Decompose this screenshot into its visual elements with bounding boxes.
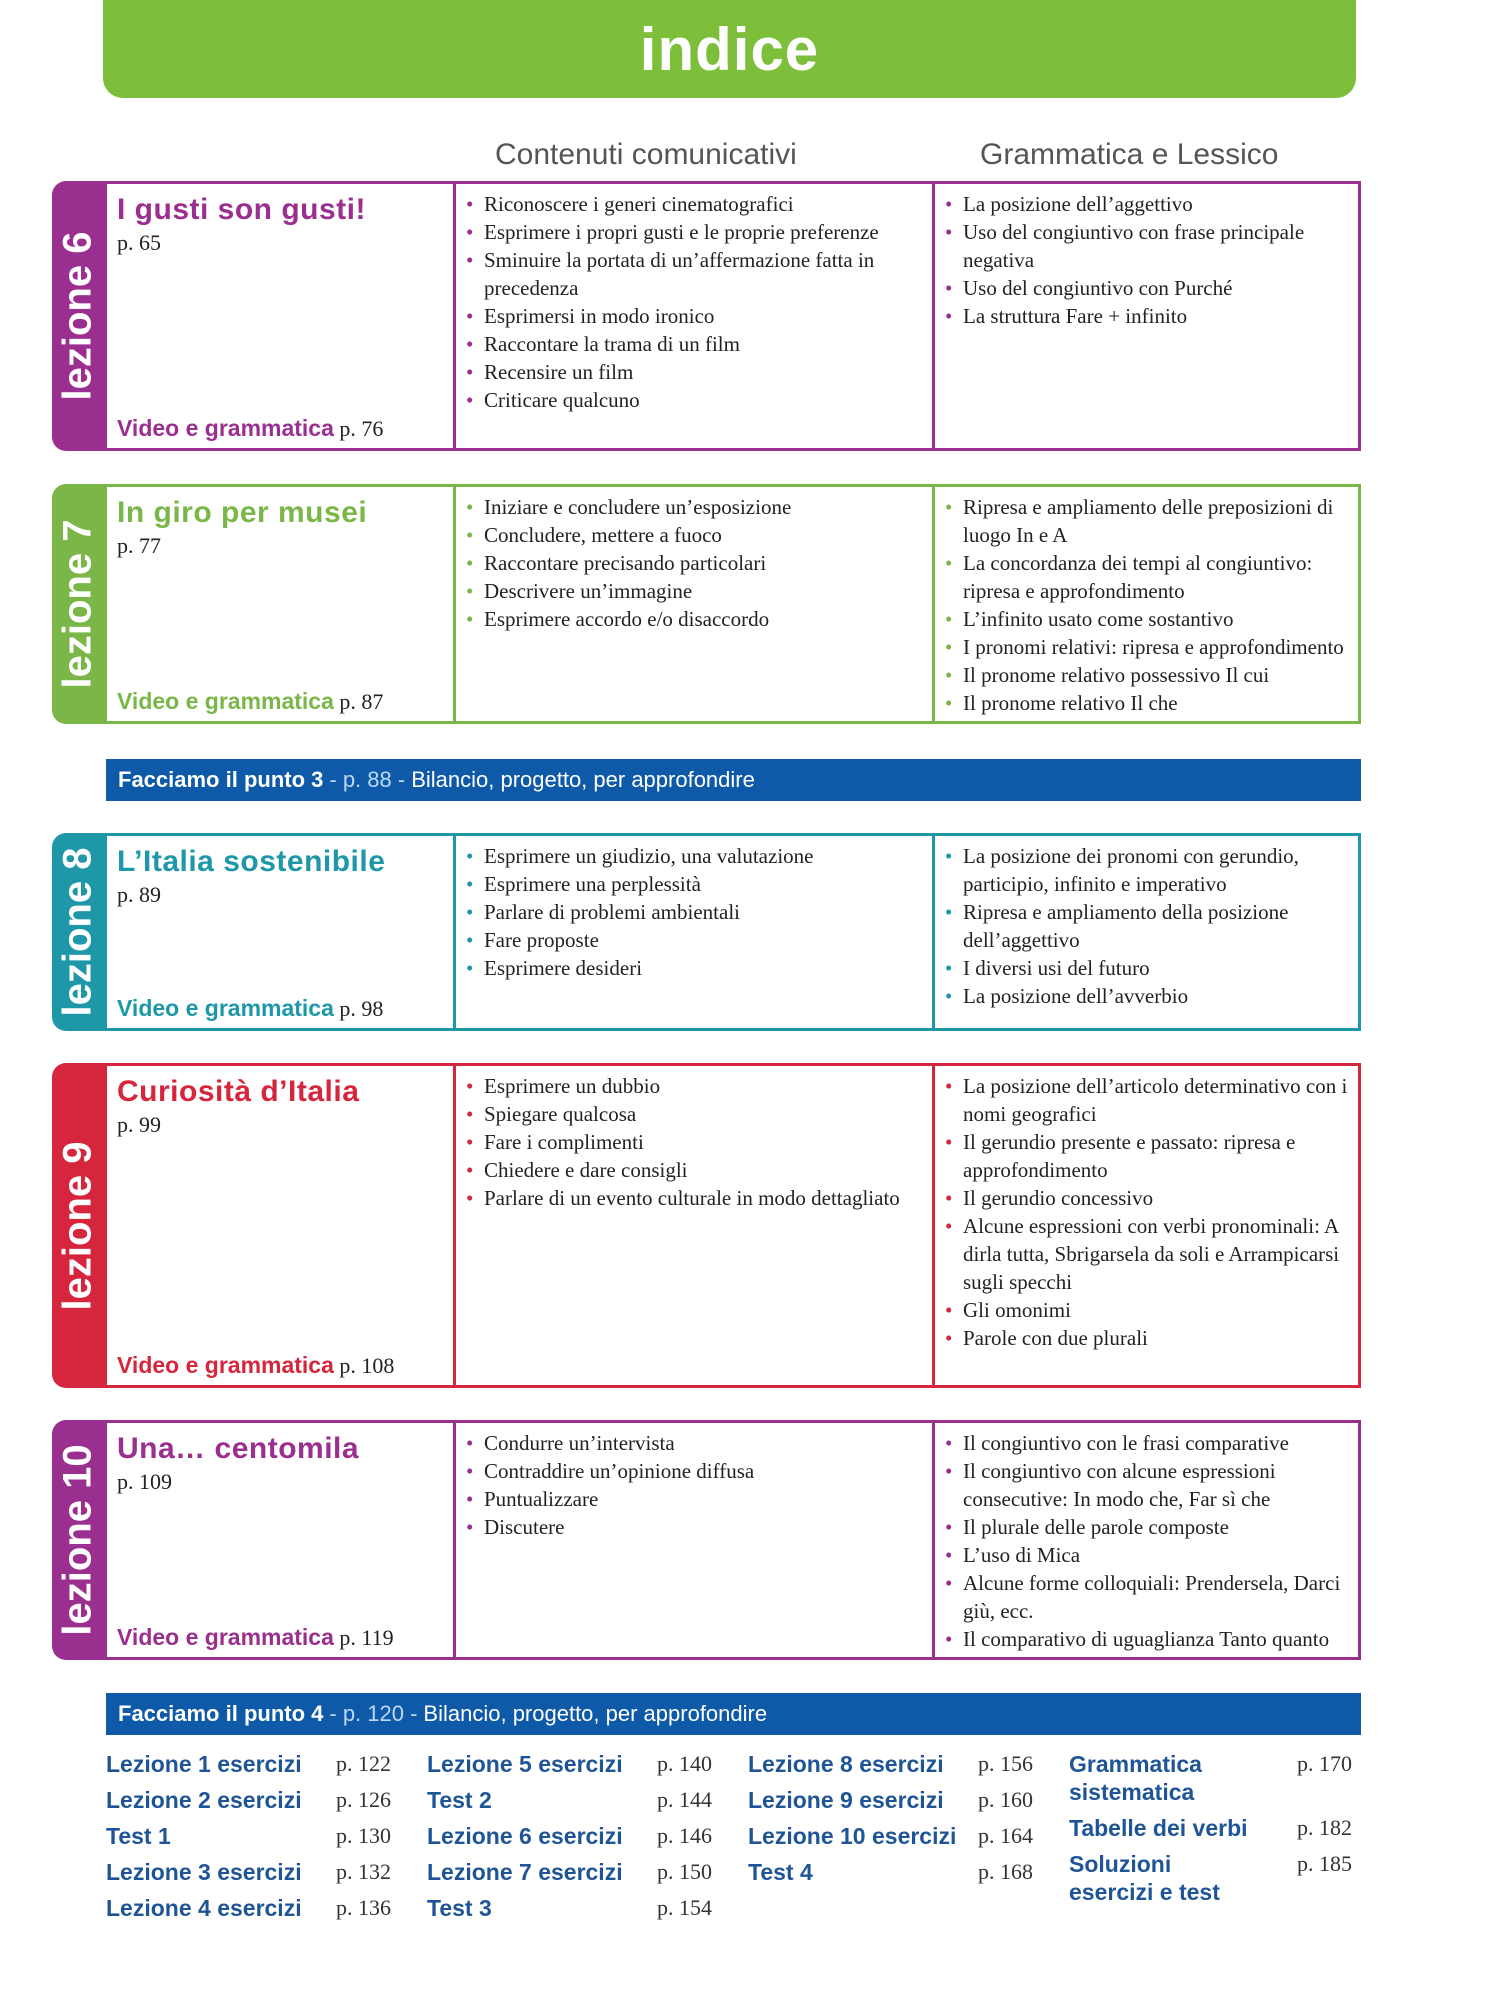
list-item-text: Il congiuntivo con le frasi comparative xyxy=(963,1431,1289,1455)
list-item-text: L’infinito usato come sostantivo xyxy=(963,607,1234,631)
video-grammar-label: Video e grammatica xyxy=(117,995,334,1021)
bullet-icon: • xyxy=(466,579,474,603)
list-item-text: Il comparativo di uguaglianza Tanto quanto xyxy=(963,1627,1330,1651)
video-grammar-page: p. 87 xyxy=(339,689,384,714)
list-item xyxy=(943,1072,1350,1128)
review-bar-desc: Bilancio, progetto, per approfondire xyxy=(423,1701,768,1726)
grammar-cell xyxy=(932,184,1358,448)
review-bar[interactable] xyxy=(106,759,1361,801)
list-item xyxy=(464,926,922,954)
exercise-column xyxy=(1069,1750,1361,1914)
bullet-icon: • xyxy=(945,1298,953,1322)
list-item-text: Esprimere desideri xyxy=(484,956,643,980)
exercise-page: p. 122 xyxy=(336,1751,391,1776)
bullet-icon: • xyxy=(945,495,953,519)
list-item xyxy=(943,1569,1350,1625)
lesson-table xyxy=(104,1420,1361,1660)
bullet-icon: • xyxy=(945,1627,953,1651)
communicative-list xyxy=(464,1072,922,1212)
list-item xyxy=(943,1212,1350,1296)
list-item xyxy=(943,605,1350,633)
list-item-text: La posizione dell’avverbio xyxy=(963,984,1189,1008)
exercise-label: Lezione 7 esercizi xyxy=(427,1859,623,1885)
list-item xyxy=(943,1296,1350,1324)
grammar-list xyxy=(943,493,1350,717)
list-item xyxy=(464,842,922,870)
list-item-text: Il congiuntivo con alcune espressioni consecutive: In modo che, Far sì che xyxy=(963,1459,1276,1511)
video-grammar-label: Video e grammatica xyxy=(117,1624,334,1650)
exercise-label: Lezione 8 esercizi xyxy=(748,1751,944,1777)
list-item xyxy=(464,1513,922,1541)
list-item xyxy=(464,190,922,218)
list-item-text: La concordanza dei tempi al congiuntivo: ripresa e approfondimento xyxy=(963,551,1313,603)
list-item xyxy=(943,549,1350,605)
list-item-text: Puntualizzare xyxy=(484,1487,599,1511)
list-item xyxy=(464,870,922,898)
exercise-page: p. 182 xyxy=(1297,1815,1352,1840)
bullet-icon: • xyxy=(945,607,953,631)
list-item xyxy=(943,1625,1350,1653)
list-item xyxy=(464,218,922,246)
list-item-text: Alcune espressioni con verbi pronominali: A dirla tutta, Sbrigarsela da soli e Arrampicarsi sugli specchi xyxy=(963,1214,1340,1294)
lesson-title[interactable]: L’Italia sostenibile xyxy=(117,845,386,878)
video-grammar-page: p. 76 xyxy=(339,416,384,441)
bullet-icon: • xyxy=(945,304,953,328)
video-grammar-label: Video e grammatica xyxy=(117,688,334,714)
bullet-icon: • xyxy=(466,1158,474,1182)
list-item-text: La posizione dell’articolo determinativo con i nomi geografici xyxy=(963,1074,1348,1126)
exercise-entry[interactable] xyxy=(106,1858,406,1894)
lesson-tab[interactable] xyxy=(52,1420,104,1660)
list-item-text: Chiedere e dare consigli xyxy=(484,1158,688,1182)
bullet-icon: • xyxy=(945,663,953,687)
bullet-icon: • xyxy=(945,551,953,575)
bullet-icon: • xyxy=(466,551,474,575)
exercise-entry[interactable] xyxy=(427,1858,727,1894)
bullet-icon: • xyxy=(466,360,474,384)
list-item xyxy=(464,330,922,358)
bullet-icon: • xyxy=(466,1186,474,1210)
lesson-title[interactable]: In giro per musei xyxy=(117,496,368,529)
exercise-entry[interactable] xyxy=(106,1750,406,1786)
lesson-tab[interactable] xyxy=(52,484,104,724)
list-item xyxy=(943,1324,1350,1352)
list-item-text: Il plurale delle parole composte xyxy=(963,1515,1229,1539)
exercise-label: Grammatica sistematica xyxy=(1069,1751,1202,1805)
list-item-text: Parlare di un evento culturale in modo dettagliato xyxy=(484,1186,900,1210)
bullet-icon: • xyxy=(466,872,474,896)
bullet-icon: • xyxy=(466,607,474,631)
lesson-tab-label: lezione 10 xyxy=(55,1444,100,1636)
list-item xyxy=(464,605,922,633)
bullet-icon: • xyxy=(466,1431,474,1455)
bullet-icon: • xyxy=(466,1459,474,1483)
bullet-icon: • xyxy=(466,900,474,924)
lesson-title-cell xyxy=(107,836,453,1028)
lesson-title[interactable]: I gusti son gusti! xyxy=(117,193,366,226)
bullet-icon: • xyxy=(945,220,953,244)
exercise-entry[interactable] xyxy=(427,1822,727,1858)
exercise-label: Test 1 xyxy=(106,1823,171,1849)
bullet-icon: • xyxy=(945,1571,953,1595)
exercise-page: p. 130 xyxy=(336,1823,391,1848)
lesson-block xyxy=(52,833,1361,1031)
communicative-list xyxy=(464,842,922,982)
lesson-page: p. 99 xyxy=(117,1112,161,1137)
review-bar-desc: Bilancio, progetto, per approfondire xyxy=(411,767,755,792)
list-item-text: Parole con due plurali xyxy=(963,1326,1148,1350)
bullet-icon: • xyxy=(466,220,474,244)
list-item xyxy=(943,633,1350,661)
list-item-text: Recensire un film xyxy=(484,360,634,384)
list-item xyxy=(464,1485,922,1513)
grammar-cell xyxy=(932,487,1358,721)
exercise-page: p. 136 xyxy=(336,1895,391,1920)
lesson-table xyxy=(104,484,1361,724)
exercise-entry[interactable] xyxy=(106,1822,406,1858)
bullet-icon: • xyxy=(945,1543,953,1567)
exercise-label: Test 2 xyxy=(427,1787,492,1813)
list-item xyxy=(464,1156,922,1184)
bullet-icon: • xyxy=(945,956,953,980)
list-item xyxy=(464,386,922,414)
exercise-page: p. 164 xyxy=(978,1823,1033,1848)
list-item xyxy=(464,1457,922,1485)
video-grammar-link[interactable] xyxy=(117,415,383,442)
communicative-cell xyxy=(453,836,932,1028)
exercise-label: Test 3 xyxy=(427,1895,492,1921)
bullet-icon: • xyxy=(945,1130,953,1154)
exercise-page: p. 150 xyxy=(657,1859,712,1884)
list-item-text: Esprimere i propri gusti e le proprie preferenze xyxy=(484,220,879,244)
bullet-icon: • xyxy=(466,1515,474,1539)
list-item xyxy=(464,549,922,577)
exercise-page: p. 156 xyxy=(978,1751,1033,1776)
bullet-icon: • xyxy=(466,1130,474,1154)
index-banner xyxy=(103,0,1356,98)
list-item xyxy=(464,302,922,330)
exercise-entry[interactable] xyxy=(1069,1850,1361,1914)
video-grammar-label: Video e grammatica xyxy=(117,1352,334,1378)
list-item xyxy=(464,1429,922,1457)
list-item xyxy=(943,842,1350,898)
exercise-column xyxy=(106,1750,406,1930)
lesson-tab-label: lezione 9 xyxy=(55,1141,100,1310)
list-item-text: Gli omonimi xyxy=(963,1298,1071,1322)
lesson-title-cell xyxy=(107,184,453,448)
bullet-icon: • xyxy=(466,1487,474,1511)
exercise-label: Lezione 3 esercizi xyxy=(106,1859,302,1885)
bullet-icon: • xyxy=(945,1214,953,1238)
exercise-page: p. 154 xyxy=(657,1895,712,1920)
list-item xyxy=(943,218,1350,274)
video-grammar-link[interactable] xyxy=(117,1624,394,1651)
list-item-text: Esprimersi in modo ironico xyxy=(484,304,715,328)
bullet-icon: • xyxy=(466,304,474,328)
exercise-page: p. 185 xyxy=(1297,1851,1352,1876)
exercise-page: p. 146 xyxy=(657,1823,712,1848)
bullet-icon: • xyxy=(466,1074,474,1098)
list-item xyxy=(943,1457,1350,1513)
list-item-text: Condurre un’intervista xyxy=(484,1431,675,1455)
list-item xyxy=(943,302,1350,330)
list-item xyxy=(464,1072,922,1100)
lesson-page: p. 89 xyxy=(117,882,161,907)
exercise-label: Lezione 9 esercizi xyxy=(748,1787,944,1813)
bullet-icon: • xyxy=(466,523,474,547)
list-item xyxy=(943,954,1350,982)
lesson-tab[interactable] xyxy=(52,181,104,451)
bullet-icon: • xyxy=(466,192,474,216)
grammar-list xyxy=(943,1072,1350,1352)
bullet-icon: • xyxy=(945,1515,953,1539)
lesson-tab[interactable] xyxy=(52,833,104,1031)
list-item-text: Fare proposte xyxy=(484,928,599,952)
list-item-text: Ripresa e ampliamento delle preposizioni di luogo In e A xyxy=(963,495,1334,547)
list-item xyxy=(464,1128,922,1156)
bullet-icon: • xyxy=(945,844,953,868)
bullet-icon: • xyxy=(466,388,474,412)
column-header-grammar: Grammatica e Lessico xyxy=(980,138,1279,171)
lesson-table xyxy=(104,181,1361,451)
list-item xyxy=(464,358,922,386)
grammar-list xyxy=(943,842,1350,1010)
list-item xyxy=(464,521,922,549)
bullet-icon: • xyxy=(945,192,953,216)
lesson-title[interactable]: Una… centomila xyxy=(117,1432,360,1465)
exercise-entry[interactable] xyxy=(427,1786,727,1822)
list-item xyxy=(943,493,1350,549)
lesson-table xyxy=(104,833,1361,1031)
exercise-entry[interactable] xyxy=(1069,1814,1361,1850)
video-grammar-link[interactable] xyxy=(117,688,383,715)
bullet-icon: • xyxy=(945,635,953,659)
lesson-page: p. 77 xyxy=(117,533,161,558)
list-item xyxy=(943,274,1350,302)
lesson-table xyxy=(104,1063,1361,1388)
review-bar-label: Facciamo il punto 4 xyxy=(118,1701,324,1726)
bullet-icon: • xyxy=(945,1074,953,1098)
grammar-list xyxy=(943,1429,1350,1653)
video-grammar-page: p. 119 xyxy=(339,1625,394,1650)
list-item-text: Esprimere un giudizio, una valutazione xyxy=(484,844,814,868)
video-grammar-page: p. 108 xyxy=(339,1353,395,1378)
exercise-entry[interactable] xyxy=(748,1750,1048,1786)
lesson-block xyxy=(52,1063,1361,1388)
communicative-list xyxy=(464,1429,922,1541)
communicative-list xyxy=(464,493,922,633)
list-item-text: Fare i complimenti xyxy=(484,1130,644,1154)
review-bar-label: Facciamo il punto 3 xyxy=(118,767,324,792)
exercise-page: p. 140 xyxy=(657,1751,712,1776)
bullet-icon: • xyxy=(945,1459,953,1483)
list-item xyxy=(464,898,922,926)
exercise-entry[interactable] xyxy=(748,1786,1048,1822)
list-item-text: Uso del congiuntivo con Purché xyxy=(963,276,1233,300)
bullet-icon: • xyxy=(945,1326,953,1350)
exercise-page: p. 170 xyxy=(1297,1751,1352,1776)
exercise-entry[interactable] xyxy=(106,1786,406,1822)
list-item-text: Il pronome relativo Il che xyxy=(963,691,1178,715)
list-item-text: Esprimere accordo e/o disaccordo xyxy=(484,607,770,631)
list-item-text: Sminuire la portata di un’affermazione fatta in precedenza xyxy=(484,248,875,300)
bullet-icon: • xyxy=(466,495,474,519)
lesson-tab-label: lezione 6 xyxy=(55,231,100,401)
exercise-page: p. 126 xyxy=(336,1787,391,1812)
lesson-tab-label: lezione 7 xyxy=(55,519,100,689)
bullet-icon: • xyxy=(466,332,474,356)
lesson-page: p. 109 xyxy=(117,1469,172,1494)
exercise-label: Lezione 5 esercizi xyxy=(427,1751,623,1777)
list-item xyxy=(464,1184,922,1212)
bullet-icon: • xyxy=(945,1431,953,1455)
exercise-label: Tabelle dei verbi xyxy=(1069,1815,1248,1841)
list-item-text: Iniziare e concludere un’esposizione xyxy=(484,495,792,519)
exercise-column xyxy=(748,1750,1048,1894)
list-item-text: Criticare qualcuno xyxy=(484,388,640,412)
communicative-cell xyxy=(453,487,932,721)
list-item-text: Raccontare la trama di un film xyxy=(484,332,740,356)
list-item-text: Il gerundio concessivo xyxy=(963,1186,1154,1210)
exercise-label: Lezione 6 esercizi xyxy=(427,1823,623,1849)
communicative-cell xyxy=(453,1423,932,1657)
page-title: indice xyxy=(639,15,820,83)
list-item xyxy=(943,1513,1350,1541)
lesson-block xyxy=(52,1420,1361,1660)
list-item-text: La struttura Fare + infinito xyxy=(963,304,1188,328)
lesson-block xyxy=(52,484,1361,724)
review-bar[interactable] xyxy=(106,1693,1361,1735)
list-item-text: Ripresa e ampliamento della posizione dell’aggettivo xyxy=(963,900,1289,952)
exercise-entry[interactable] xyxy=(427,1894,727,1930)
lesson-block xyxy=(52,181,1361,451)
list-item-text: La posizione dell’aggettivo xyxy=(963,192,1193,216)
bullet-icon: • xyxy=(466,1102,474,1126)
exercise-entry[interactable] xyxy=(427,1750,727,1786)
list-item xyxy=(943,661,1350,689)
list-item-text: Alcune forme colloquiali: Prendersela, Darci giù, ecc. xyxy=(963,1571,1341,1623)
list-item-text: Riconoscere i generi cinematografici xyxy=(484,192,794,216)
list-item-text: I pronomi relativi: ripresa e approfondimento xyxy=(963,635,1344,659)
list-item-text: Descrivere un’immagine xyxy=(484,579,693,603)
list-item-text: Il pronome relativo possessivo Il cui xyxy=(963,663,1270,687)
column-header-communicative: Contenuti comunicativi xyxy=(495,138,797,171)
lesson-title-cell xyxy=(107,1423,453,1657)
communicative-cell xyxy=(453,184,932,448)
list-item-text: L’uso di Mica xyxy=(963,1543,1081,1567)
list-item xyxy=(943,982,1350,1010)
list-item xyxy=(464,493,922,521)
exercise-label: Lezione 4 esercizi xyxy=(106,1895,302,1921)
list-item xyxy=(943,1429,1350,1457)
review-bar-page: - p. 120 - xyxy=(329,1701,418,1726)
exercise-label: Soluzioni esercizi e test xyxy=(1069,1851,1220,1905)
list-item-text: Uso del congiuntivo con frase principale negativa xyxy=(963,220,1305,272)
review-bar-page: - p. 88 - xyxy=(329,767,406,792)
list-item-text: Concludere, mettere a fuoco xyxy=(484,523,722,547)
list-item-text: Parlare di problemi ambientali xyxy=(484,900,740,924)
bullet-icon: • xyxy=(466,956,474,980)
video-grammar-label: Video e grammatica xyxy=(117,415,334,441)
list-item-text: Contraddire un’opinione diffusa xyxy=(484,1459,755,1483)
exercise-page: p. 144 xyxy=(657,1787,712,1812)
list-item xyxy=(943,1184,1350,1212)
list-item xyxy=(943,190,1350,218)
list-item xyxy=(943,689,1350,717)
grammar-cell xyxy=(932,1066,1358,1385)
exercise-label: Test 4 xyxy=(748,1859,813,1885)
bullet-icon: • xyxy=(466,248,474,272)
lesson-tab-label: lezione 8 xyxy=(55,847,100,1017)
bullet-icon: • xyxy=(945,984,953,1008)
list-item-text: Esprimere una perplessità xyxy=(484,872,701,896)
lesson-title[interactable]: Curiosità d’Italia xyxy=(117,1075,360,1108)
grammar-list xyxy=(943,190,1350,330)
bullet-icon: • xyxy=(466,928,474,952)
bullet-icon: • xyxy=(466,844,474,868)
list-item xyxy=(464,577,922,605)
exercise-entry[interactable] xyxy=(1069,1750,1361,1814)
exercise-page: p. 132 xyxy=(336,1859,391,1884)
exercise-label: Lezione 10 esercizi xyxy=(748,1823,957,1849)
lesson-page: p. 65 xyxy=(117,230,161,255)
lesson-title-cell xyxy=(107,1066,453,1385)
grammar-cell xyxy=(932,836,1358,1028)
list-item-text: Spiegare qualcosa xyxy=(484,1102,637,1126)
exercise-label: Lezione 2 esercizi xyxy=(106,1787,302,1813)
list-item xyxy=(943,898,1350,954)
exercises-index xyxy=(106,1750,1361,1940)
communicative-list xyxy=(464,190,922,414)
list-item-text: Discutere xyxy=(484,1515,565,1539)
video-grammar-link[interactable] xyxy=(117,1352,394,1379)
lesson-tab[interactable] xyxy=(52,1063,104,1388)
communicative-cell xyxy=(453,1066,932,1385)
list-item-text: Esprimere un dubbio xyxy=(484,1074,661,1098)
exercise-page: p. 168 xyxy=(978,1859,1033,1884)
bullet-icon: • xyxy=(945,276,953,300)
list-item-text: Raccontare precisando particolari xyxy=(484,551,767,575)
bullet-icon: • xyxy=(945,691,953,715)
exercise-entry[interactable] xyxy=(748,1822,1048,1858)
list-item xyxy=(943,1541,1350,1569)
video-grammar-link[interactable] xyxy=(117,995,383,1022)
grammar-cell xyxy=(932,1423,1358,1657)
exercise-page: p. 160 xyxy=(978,1787,1033,1812)
exercise-entry[interactable] xyxy=(748,1858,1048,1894)
video-grammar-page: p. 98 xyxy=(339,996,384,1021)
list-item xyxy=(464,954,922,982)
list-item-text: La posizione dei pronomi con gerundio, participio, infinito e imperativo xyxy=(963,844,1299,896)
exercise-label: Lezione 1 esercizi xyxy=(106,1751,302,1777)
list-item xyxy=(943,1128,1350,1184)
list-item xyxy=(464,246,922,302)
exercise-entry[interactable] xyxy=(106,1894,406,1930)
bullet-icon: • xyxy=(945,1186,953,1210)
lesson-title-cell xyxy=(107,487,453,721)
list-item xyxy=(464,1100,922,1128)
bullet-icon: • xyxy=(945,900,953,924)
exercise-column xyxy=(427,1750,727,1930)
list-item-text: I diversi usi del futuro xyxy=(963,956,1150,980)
list-item-text: Il gerundio presente e passato: ripresa e approfondimento xyxy=(963,1130,1296,1182)
